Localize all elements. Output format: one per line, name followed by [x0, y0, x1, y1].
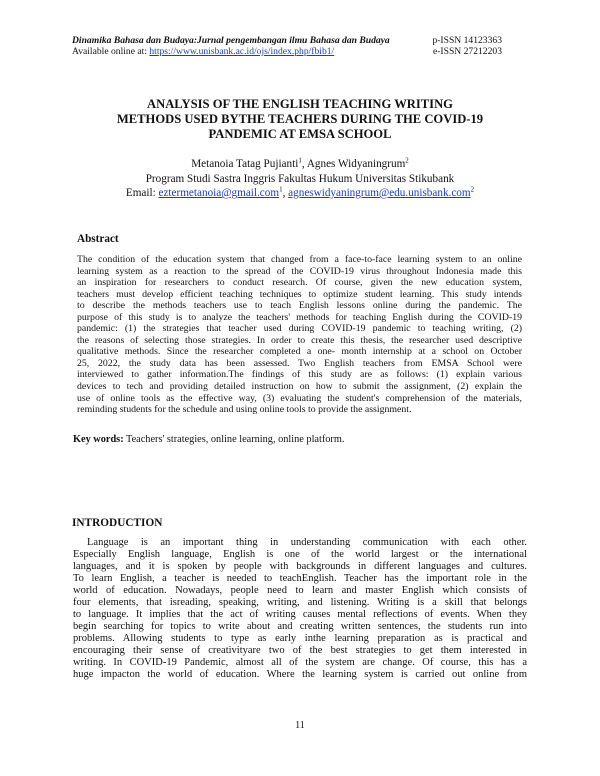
body-line: encouraging their sense of creativityare two of the best strategies to get them interested in	[73, 645, 527, 656]
email-link-2[interactable]: agneswidyaningrum@edu.unisbank.com	[288, 187, 471, 199]
introduction-heading: INTRODUCTION	[72, 517, 163, 529]
email-1-sup: 1	[279, 185, 283, 194]
abstract-line: devices to tech and providing detailed instruction on how to submit the assignment, (2) explain the	[77, 381, 522, 393]
abstract-line: interviewed to gather information.The findings of this study are as follows: (1) explain various	[77, 369, 522, 381]
author-names	[60, 157, 540, 172]
available-label: Available online at:	[72, 46, 150, 57]
body-line: Especially English language, English is one of the world largest or the international	[73, 549, 527, 560]
running-header	[72, 35, 502, 57]
email-line	[60, 186, 540, 201]
keywords-label: Key words:	[73, 434, 124, 445]
author-block	[60, 157, 540, 201]
author-1-sup: 1	[298, 156, 302, 165]
body-line: huge impacton the world of education. Where the learning system is carried out online from	[73, 669, 527, 680]
print-issn: p-ISSN 14123363	[432, 35, 502, 46]
title-line: PANDEMIC AT EMSA SCHOOL	[208, 127, 392, 141]
paper-title	[70, 97, 530, 142]
author-2: Agnes Widyaningrum	[306, 158, 406, 170]
abstract-line: use of online tools as the effective way, (3) evaluating the student's comprehension of the materials,	[77, 392, 522, 404]
abstract-line: The condition of the education system that changed from a face-to-face learning system to an online	[77, 254, 522, 265]
abstract-body	[77, 254, 522, 416]
abstract-line: to describe the methods teachers use to teach English lessons online during the pandemic. The	[77, 300, 522, 312]
body-line: Language is an important thing in understanding communication with each other.	[87, 537, 527, 548]
body-line: To learn English, a teacher is needed to teachEnglish. Teacher has the important role in the	[73, 573, 527, 584]
page-number: 11	[295, 720, 305, 731]
email-separator: ,	[282, 187, 289, 199]
email-link-1[interactable]: eztermetanoia@gmail.com	[158, 187, 280, 199]
introduction-body	[73, 537, 527, 681]
title-line: ANALYSIS OF THE ENGLISH TEACHING WRITING	[147, 97, 453, 111]
journal-name: Dinamika Bahasa dan Budaya:Jurnal pengembangan ilmu Bahasa dan Budaya	[72, 35, 390, 46]
abstract-line: the reasons of selecting those strategies. In order to create this thesis, the researcher used descriptive	[77, 334, 522, 346]
abstract-line: an inspiration for researchers to conduct research. Of course, given the new education system,	[77, 277, 522, 289]
abstract-heading: Abstract	[77, 233, 119, 245]
availability-line	[72, 46, 334, 57]
abstract-line: purpose of this study is to analyze the teachers' methods for teaching English during the COVID-19	[77, 311, 522, 323]
abstract-line: reminding students for the schedule and using online tools to provide the assignment.	[77, 404, 412, 416]
body-line: problems. Allowing students to type as early inthe learning preparation as is practical and	[73, 633, 527, 644]
keywords	[73, 434, 344, 445]
title-line: METHODS USED BYTHE TEACHERS DURING THE COVID-19	[116, 112, 484, 126]
author-separator: ,	[301, 158, 307, 170]
journal-url-link[interactable]: https://www.unisbank.ac.id/ojs/index.php/fbib1/	[149, 46, 335, 57]
body-line: four elements, that isreading, speaking, writing, and listening. Writing is a skill that belongs	[73, 597, 527, 608]
abstract-line: learning system as a reaction to the spread of the COVID-19 virus throughout Indonesia made this	[77, 265, 522, 277]
abstract-line: pandemic: (1) the strategies that teacher used during COVID-19 pandemic to teaching writing, (2)	[77, 323, 522, 335]
abstract-line: 25, 2022, the study data has been assessed. Two English teachers from EMSA School were	[77, 357, 522, 369]
body-line: begin searching for topics to write about and creating written sentences, the students run into	[73, 621, 527, 632]
email-2-sup: 2	[470, 185, 475, 194]
body-line: writing. In COVID-19 Pandemic, almost all of the system are change. Of course, this has a	[73, 657, 527, 668]
author-2-sup: 2	[405, 156, 409, 165]
keywords-text: Teachers' strategies, online learning, online platform.	[123, 434, 345, 445]
body-line: world of education. Nowadays, people need to learn and master English which consists of	[73, 585, 527, 596]
affiliation: Program Studi Sastra Inggris Fakultas Hukum Universitas Stikubank	[145, 172, 455, 185]
email-label: Email:	[125, 187, 159, 199]
electronic-issn: e-ISSN 27212203	[432, 46, 502, 57]
body-line: languages, and it is spoken by people with backgrounds in different languages and cultures.	[73, 561, 527, 572]
body-line: to language. It implies that the act of writing causes mental reflections of events. When they	[73, 609, 527, 620]
abstract-line: qualitative methods. Since the researcher completed a one- month internship at a school on October	[77, 346, 522, 358]
author-1: Metanoia Tatag Pujianti	[191, 158, 299, 170]
abstract-line: teachers must develop efficient teaching techniques to optimize student learning. This study intends	[77, 288, 522, 300]
